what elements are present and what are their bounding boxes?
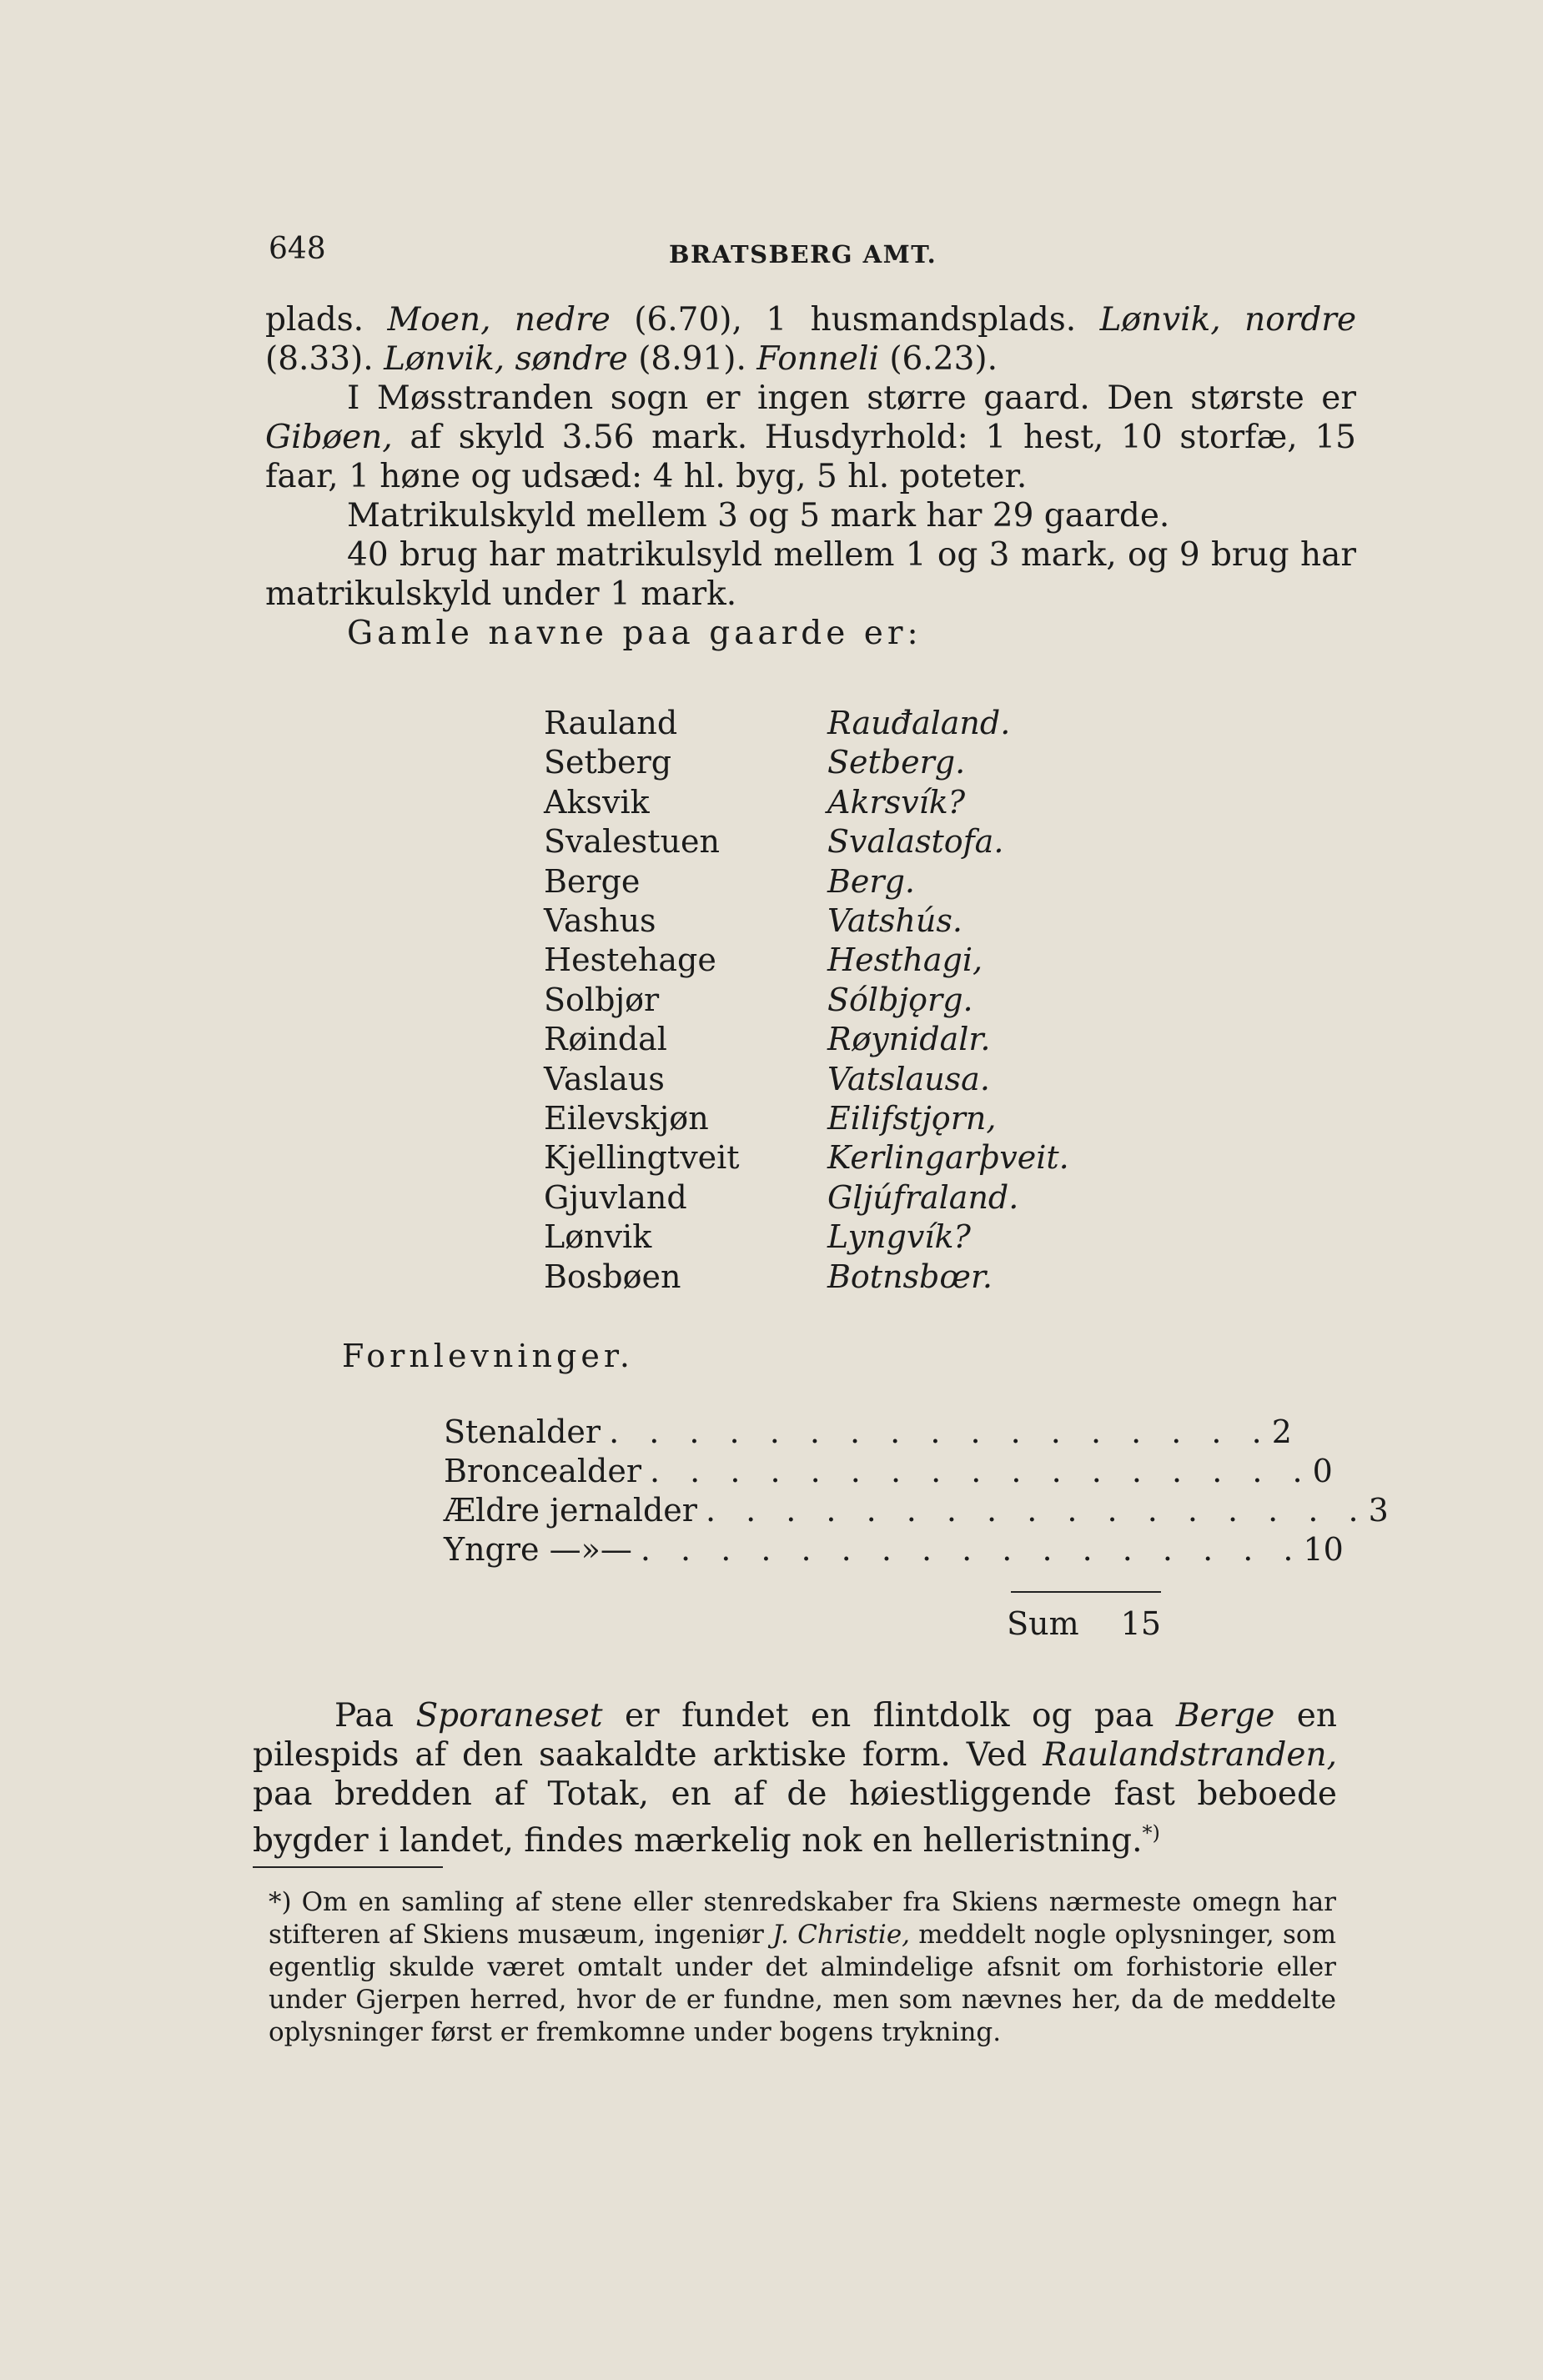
- leader-dots: . . . . . . . . . . . . . . . . .: [640, 1531, 1304, 1568]
- text-run: (8.33).: [265, 340, 384, 378]
- leader-dots: . . . . . . . . . . . . . . . . .: [705, 1492, 1369, 1529]
- farm-name: Moen, nedre: [387, 301, 611, 339]
- paragraph-finds: [253, 1696, 1337, 1860]
- name-row: [544, 981, 1069, 1020]
- leader-dots: . . . . . . . . . . . . . . . . .: [650, 1453, 1313, 1489]
- modern-name: Berge: [544, 862, 641, 900]
- finds-count: 3: [1368, 1492, 1389, 1529]
- modern-name: Rauland: [544, 705, 678, 741]
- footnote-reference: *): [1142, 1821, 1160, 1845]
- old-name: Botnsbœr.: [827, 1258, 993, 1295]
- paragraph-4: 40 brug har matrikulsyld mellem 1 og 3 mark, og 9 brug har matrikulskyld under 1 mark.: [265, 536, 1356, 613]
- fornlevninger-heading: Fornlevninger.: [342, 1338, 634, 1374]
- footnote: [269, 1886, 1336, 2049]
- text-run: paa bredden af Totak, en af de høiestliggende fast beboede bygder i landet, findes mærkelig nok en helleristning.: [253, 1775, 1337, 1860]
- old-names-intro: Gamle navne paa gaarde er:: [347, 615, 922, 652]
- modern-name: Vaslaus: [544, 1060, 665, 1097]
- finds-count: 0: [1312, 1453, 1333, 1489]
- finds-count: 10: [1303, 1531, 1344, 1568]
- finds-row: [444, 1530, 1344, 1569]
- running-head: BRATSBERG AMT.: [669, 240, 937, 269]
- text-run: af skyld 3.56 mark. Husdyrhold: 1 hest, 10 storfæ, 15 faar, 1 høne og udsæd: 4 hl. byg, 5 hl. poteter.: [265, 419, 1356, 495]
- sum-row: [444, 1604, 1161, 1644]
- finds-row: [444, 1491, 1389, 1530]
- modern-name: Hestehage: [544, 941, 716, 979]
- text-run: er fundet en flintdolk og paa: [602, 1697, 1176, 1735]
- old-name: Rauđaland.: [827, 705, 1011, 741]
- name-row: [544, 1060, 1069, 1099]
- old-name: Vatslausa.: [827, 1060, 990, 1097]
- old-name: Vatshús.: [827, 902, 962, 940]
- modern-name: Gjuvland: [544, 1178, 687, 1216]
- farm-name: Lønvik, nordre: [1099, 301, 1357, 339]
- old-name: Setberg.: [827, 744, 966, 781]
- name-row: [544, 901, 1069, 941]
- old-name: Røynidalr.: [827, 1021, 991, 1058]
- farm-name: Fonneli: [756, 340, 879, 378]
- name-row: [544, 743, 1069, 782]
- person-name: J. Christie,: [772, 1920, 911, 1950]
- name-row: [544, 783, 1069, 822]
- finds-label: Broncealder: [444, 1453, 641, 1489]
- name-row: [544, 1258, 1069, 1297]
- sum-value: 15: [1120, 1605, 1161, 1642]
- modern-name: Vashus: [544, 902, 656, 940]
- finds-table: [444, 1413, 1389, 1644]
- name-row: [544, 1138, 1069, 1177]
- modern-name: Setberg: [544, 744, 672, 781]
- modern-name: Aksvik: [544, 783, 650, 821]
- old-name: Svalastofa.: [827, 823, 1004, 861]
- text-run: (8.91).: [627, 340, 757, 378]
- name-row: [544, 1218, 1069, 1257]
- footnote-mark: *): [269, 1887, 292, 1917]
- paragraph-1: [265, 300, 1356, 379]
- modern-name: Lønvik: [544, 1218, 652, 1256]
- text-run: (6.23).: [878, 340, 998, 378]
- sum-label: Sum: [1007, 1605, 1079, 1642]
- old-name: Akrsvík?: [827, 783, 966, 821]
- text-run: I Møsstranden sogn er ingen større gaard. Den største er: [347, 379, 1356, 417]
- modern-name: Bosbøen: [544, 1258, 681, 1295]
- modern-name: Eilevskjøn: [544, 1100, 709, 1137]
- modern-name: Solbjør: [544, 981, 660, 1018]
- paragraph-2: [265, 379, 1356, 496]
- old-name: Lyngvík?: [827, 1218, 971, 1256]
- modern-name: Kjellingtveit: [544, 1139, 740, 1177]
- body-text: [265, 300, 1356, 653]
- old-name: Hesthagi,: [827, 941, 983, 979]
- finds-label: Stenalder: [444, 1413, 601, 1450]
- modern-name: Svalestuen: [544, 823, 721, 861]
- old-name: Sólbjǫrg.: [827, 981, 973, 1018]
- text-run: plads.: [265, 301, 388, 339]
- old-names-list: [544, 704, 1069, 1297]
- name-row: [544, 1178, 1069, 1218]
- name-row: [544, 941, 1069, 980]
- old-name: Gljúfraland.: [827, 1178, 1019, 1216]
- text-run: en pilespids af den saakaldte arktiske form. Ved: [253, 1697, 1337, 1774]
- name-row: [544, 1099, 1069, 1138]
- finds-rows: [444, 1413, 1389, 1569]
- sum-rule: [1011, 1591, 1161, 1593]
- footnote-rule: [253, 1866, 443, 1868]
- old-name: Kerlingarþveit.: [827, 1139, 1069, 1177]
- leader-dots: . . . . . . . . . . . . . . . . .: [609, 1413, 1272, 1450]
- paragraph-3: Matrikulskyld mellem 3 og 5 mark har 29 gaarde.: [347, 497, 1170, 535]
- finds-row: [444, 1452, 1333, 1491]
- name-row: [544, 1020, 1069, 1059]
- old-name: Berg.: [827, 862, 915, 900]
- finds-row: [444, 1413, 1292, 1452]
- place-name: Raulandstranden,: [1043, 1736, 1337, 1774]
- text-run: Paa: [334, 1697, 416, 1735]
- farm-name: Lønvik, søndre: [384, 340, 628, 378]
- text-run: (6.70), 1 husmandsplads.: [610, 301, 1100, 339]
- modern-name: Røindal: [544, 1021, 667, 1058]
- finds-label: Ældre jernalder: [444, 1492, 697, 1529]
- old-name: Eilifstjǫrn,: [827, 1100, 997, 1137]
- text-run: meddelt nogle oplysninger, som egentlig skulde været omtalt under det almindelige afsnit om forhistorie eller under Gjerpen herred, hvor de er fundne, men som nævnes her, da de meddelte oplysninger først er fremkomne under bogens trykning.: [269, 1920, 1336, 2047]
- name-row: [544, 822, 1069, 861]
- name-row: [544, 862, 1069, 901]
- place-name: Sporaneset: [415, 1697, 603, 1735]
- page-number: 648: [269, 232, 326, 266]
- text-run: Om en samling af stene eller stenredskaber fra Skiens nærmeste omegn har stifteren af Skiens musæum, ingeniør: [269, 1887, 1336, 1950]
- place-name: Berge: [1175, 1697, 1275, 1735]
- finds-count: 2: [1271, 1413, 1292, 1450]
- farm-name: Gibøen,: [265, 419, 393, 456]
- name-row: [544, 704, 1069, 743]
- finds-label: Yngre —»—: [444, 1531, 632, 1568]
